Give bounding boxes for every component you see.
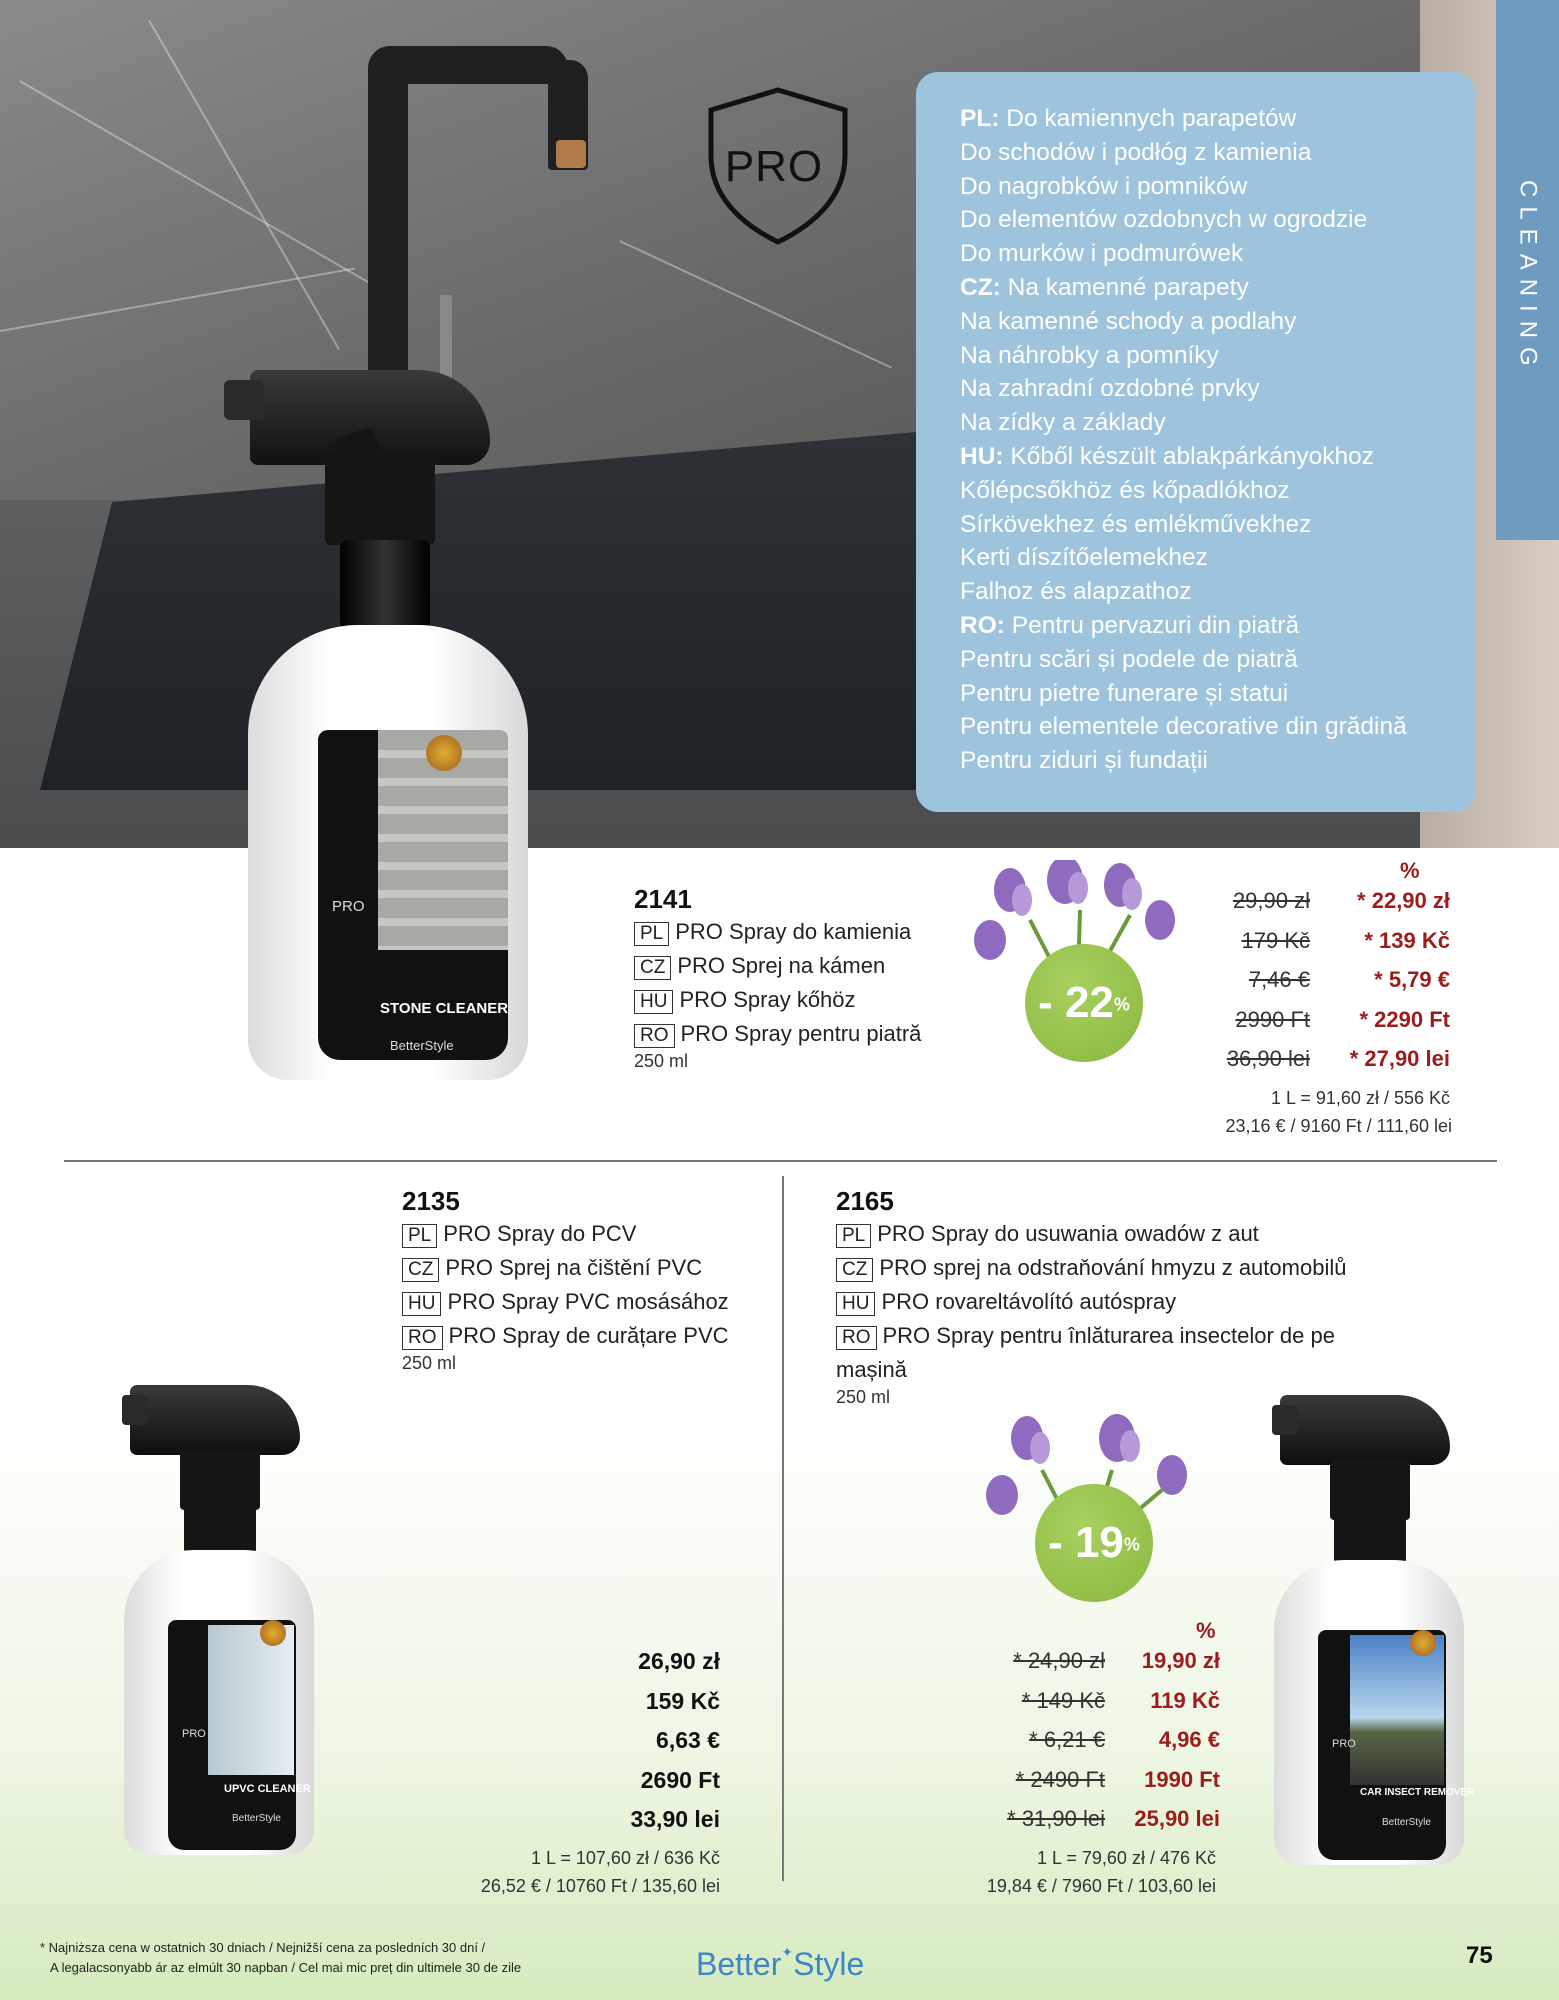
product-name-row: [634, 915, 921, 949]
product-names: [402, 1217, 729, 1353]
usage-text: Na náhrobky a pomníky: [960, 341, 1219, 369]
usage-text: Pentru scări și podele de piatră: [960, 645, 1298, 673]
new-price: * 2290 Ft: [1359, 1006, 1450, 1032]
usage-text: Kőlépcsőkhöz és kőpadlókhoz: [960, 476, 1290, 504]
product-name: PRO sprej na odstraňování hmyzu z automobilů: [879, 1255, 1347, 1280]
price: 26,90 zł: [638, 1648, 720, 1674]
lang-tag: PL: [836, 1224, 871, 1248]
price: 2690 Ft: [640, 1766, 720, 1793]
usage-text: Na zídky a základy: [960, 409, 1166, 437]
price: 6,63 €: [656, 1727, 720, 1753]
product-name-row: [836, 1319, 1346, 1353]
old-price: 36,90 lei: [1226, 1046, 1310, 1071]
usage-text: Kőből készült ablakpárkányokhoz: [1010, 442, 1374, 470]
product-volume: 250 ml: [836, 1387, 891, 1407]
product-volume: 250 ml: [402, 1353, 457, 1373]
usage-list: [960, 102, 1456, 778]
discount-badge-2141: - 22%: [1025, 944, 1143, 1062]
usage-text: Do kamiennych parapetów: [1006, 105, 1297, 132]
usage-item: [960, 271, 1456, 305]
usage-text: Na kamenné parapety: [1007, 273, 1249, 301]
old-price: * 2490 Ft: [1015, 1766, 1105, 1792]
usage-item: [960, 575, 1456, 609]
old-price: 7,46 €: [1248, 967, 1310, 992]
unit-price-2: 19,84 € / 7960 Ft / 103,60 lei: [986, 1876, 1216, 1896]
product-name: PRO Spray do PCV: [443, 1221, 637, 1246]
product-name: PRO rovareltávolító autóspray: [881, 1289, 1177, 1314]
old-price: 29,90 zł: [1232, 888, 1310, 913]
usage-lang: CZ:: [960, 273, 1001, 301]
divider-vertical: [782, 1176, 784, 1881]
divider-horizontal: [64, 1160, 1497, 1162]
product-2141-info: [634, 884, 921, 1072]
product-code: 2165: [836, 1186, 894, 1216]
usage-text: Kerti díszítőelemekhez: [960, 544, 1208, 572]
lang-tag: RO: [836, 1326, 877, 1350]
product-name-row: [634, 1017, 921, 1051]
usage-text: Do nagrobków i pomników: [960, 172, 1248, 200]
pct-header: %: [1196, 1618, 1216, 1643]
usage-item: [960, 474, 1456, 508]
product-volume: 250 ml: [634, 1051, 689, 1071]
usage-item: [960, 339, 1456, 373]
footer-note-line1: * Najniższa cena w ostatnich 30 dniach / Nejnižší cena za posledních 30 dní /: [40, 1940, 486, 1955]
new-price: * 22,90 zł: [1357, 888, 1450, 913]
unit-price-1: 1 L = 79,60 zł / 476 Kč: [1037, 1848, 1216, 1868]
usage-text: Do elementów ozdobnych w ogrodzie: [960, 206, 1368, 234]
new-price: * 5,79 €: [1374, 967, 1450, 992]
stone-bottle-label: STONE CLEANER: [380, 1000, 509, 1017]
usage-text: Na zahradní ozdobné prvky: [960, 375, 1260, 403]
lang-tag: HU: [634, 990, 673, 1014]
product-2135-info: [402, 1186, 729, 1374]
usage-text: Pentru pervazuri din piatră: [1011, 611, 1300, 639]
usage-item: [960, 237, 1456, 271]
price-list-2141: [1180, 888, 1450, 1088]
car-bottle-label: CAR INSECT REMOVER: [1360, 1787, 1475, 1798]
product-name-row: [402, 1251, 729, 1285]
usage-text: Pentru ziduri și fundații: [960, 747, 1208, 775]
usage-item: [960, 170, 1456, 204]
old-price: 179 Kč: [1241, 927, 1310, 953]
lang-tag: CZ: [634, 956, 671, 980]
product-name-row: [836, 1285, 1346, 1319]
usage-item: [960, 406, 1456, 440]
usage-box: [916, 72, 1476, 812]
usage-text: Na kamenné schody a podlahy: [960, 307, 1297, 335]
usage-item: [960, 305, 1456, 339]
usage-item: [960, 136, 1456, 170]
usage-text: Falhoz és alapzathoz: [960, 578, 1192, 606]
usage-item: [960, 541, 1456, 575]
new-price: 19,90 zł: [1141, 1648, 1220, 1673]
usage-item: [960, 677, 1456, 711]
product-name: PRO Spray PVC mosásához: [447, 1289, 729, 1314]
product-name: PRO Spray do usuwania owadów z aut: [877, 1221, 1259, 1246]
upvc-cleaner-bottle: [120, 1385, 330, 1865]
car-insect-remover-bottle: [1270, 1395, 1480, 1875]
unit-price-1: 1 L = 107,60 zł / 636 Kč: [531, 1848, 720, 1868]
usage-item: [960, 508, 1456, 542]
price-list-2135: [520, 1648, 720, 1848]
new-price: 119 Kč: [1150, 1687, 1220, 1713]
product-name-row: [634, 949, 921, 983]
product-names: [634, 915, 921, 1051]
stone-bottle-pro: PRO: [332, 898, 365, 915]
lang-tag: HU: [402, 1292, 441, 1316]
star-icon: ✦: [781, 1944, 794, 1960]
usage-item: [960, 372, 1456, 406]
usage-item: [960, 744, 1456, 778]
usage-item: [960, 203, 1456, 237]
unit-price-2: 23,16 € / 9160 Ft / 111,60 lei: [1225, 1116, 1452, 1136]
product-name-cont: mașină: [836, 1357, 907, 1382]
footer-note-line2: A legalacsonyabb ár az elmúlt 30 napban / Cel mai mic preț din ultimele 30 de zile: [50, 1960, 522, 1975]
usage-item: [960, 643, 1456, 677]
lang-tag: RO: [402, 1326, 443, 1350]
product-name-row: [402, 1319, 729, 1353]
price: 33,90 lei: [630, 1806, 720, 1832]
product-name: PRO Spray kőhöz: [679, 987, 856, 1012]
page-number: 75: [1466, 1942, 1493, 1969]
usage-item: [960, 609, 1456, 643]
product-name: PRO Sprej na čištění PVC: [445, 1255, 703, 1280]
product-names: [836, 1217, 1346, 1353]
footer-note: [40, 1938, 521, 1978]
lang-tag: PL: [634, 922, 669, 946]
old-price: * 149 Kč: [1021, 1687, 1105, 1713]
upvc-bottle-brand: BetterStyle: [232, 1813, 281, 1824]
stone-bottle-brand: BetterStyle: [390, 1038, 454, 1053]
lang-tag: CZ: [836, 1258, 873, 1282]
unit-price-1: 1 L = 91,60 zł / 556 Kč: [1271, 1088, 1450, 1108]
new-price: 4,96 €: [1158, 1727, 1220, 1752]
usage-item: [960, 102, 1456, 136]
usage-text: Do murków i podmurówek: [960, 240, 1244, 268]
old-price: * 6,21 €: [1029, 1727, 1105, 1752]
usage-lang: HU:: [960, 442, 1004, 470]
old-price: 2990 Ft: [1235, 1006, 1310, 1032]
discount-badge-2165: - 19%: [1035, 1484, 1153, 1602]
usage-text: Sírkövekhez és emlékművekhez: [960, 510, 1312, 538]
usage-item: [960, 710, 1456, 744]
product-name-row: [634, 983, 921, 1017]
usage-item: [960, 440, 1456, 474]
upvc-bottle-label: UPVC CLEANER: [224, 1783, 311, 1795]
lang-tag: CZ: [402, 1258, 439, 1282]
product-name: PRO Spray pentru înlăturarea insectelor de pe: [882, 1323, 1335, 1348]
stone-cleaner-bottle: [230, 370, 550, 1150]
usage-lang: PL:: [960, 105, 1000, 132]
price-list-2165: [960, 1648, 1220, 1848]
upvc-bottle-pro: PRO: [182, 1728, 206, 1740]
car-bottle-brand: BetterStyle: [1382, 1817, 1431, 1828]
lang-tag: RO: [634, 1024, 675, 1048]
pro-shield-label: PRO: [724, 142, 824, 191]
new-price: * 27,90 lei: [1349, 1046, 1450, 1071]
product-name: PRO Spray pentru piatră: [680, 1021, 922, 1046]
new-price: * 139 Kč: [1364, 927, 1450, 953]
usage-text: Pentru elementele decorative din grădină: [960, 713, 1407, 741]
product-name: PRO Sprej na kámen: [677, 953, 886, 978]
pct-header: %: [1400, 858, 1420, 883]
new-price: 25,90 lei: [1134, 1806, 1220, 1831]
product-code: 2141: [634, 884, 692, 914]
old-price: * 24,90 zł: [1013, 1648, 1105, 1673]
brand-logo: Better✦Style: [696, 1944, 865, 1982]
unit-price-2: 26,52 € / 10760 Ft / 135,60 lei: [480, 1876, 720, 1896]
product-code: 2135: [402, 1186, 460, 1216]
car-bottle-pro: PRO: [1332, 1738, 1356, 1750]
usage-text: Do schodów i podłóg z kamienia: [960, 138, 1312, 166]
faucet: [368, 58, 408, 388]
lang-tag: PL: [402, 1224, 437, 1248]
usage-lang: RO:: [960, 611, 1005, 639]
product-name: PRO Spray do kamienia: [675, 919, 912, 944]
section-tab-label: CLEANING: [1514, 180, 1542, 375]
product-name-row: [836, 1251, 1346, 1285]
product-name-row: [836, 1217, 1346, 1251]
usage-text: Pentru pietre funerare și statui: [960, 679, 1289, 707]
product-2165-info: [836, 1186, 1346, 1408]
lang-tag: HU: [836, 1292, 875, 1316]
product-name-row: [402, 1285, 729, 1319]
product-name: PRO Spray de curățare PVC: [448, 1323, 729, 1348]
old-price: * 31,90 lei: [1007, 1806, 1105, 1831]
new-price: 1990 Ft: [1144, 1766, 1220, 1792]
product-name-row: [402, 1217, 729, 1251]
price: 159 Kč: [645, 1687, 720, 1714]
